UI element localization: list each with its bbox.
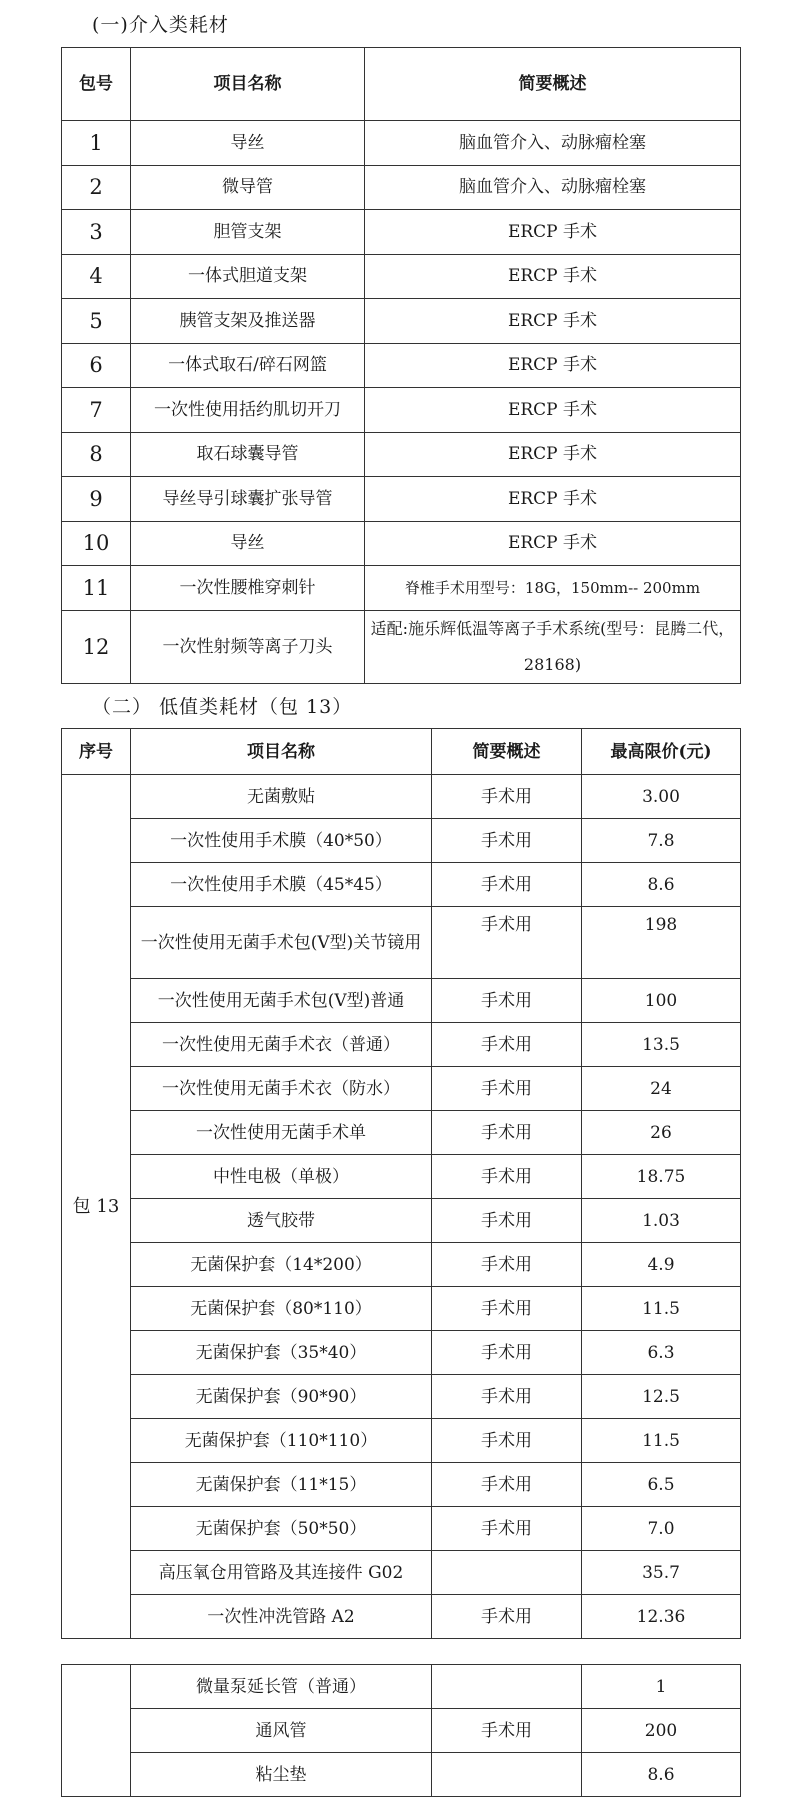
package-no: 1 xyxy=(62,121,131,166)
table-header-row xyxy=(62,729,741,775)
table-row xyxy=(62,121,741,166)
item-name: 一次性使用手术膜（45*45） xyxy=(131,863,432,907)
item-name: 无菌保护套（35*40） xyxy=(131,1331,432,1375)
item-summary: 手术用 xyxy=(432,907,582,979)
item-summary: ERCP 手术 xyxy=(365,477,741,522)
table-row xyxy=(62,254,741,299)
item-summary: 脑血管介入、动脉瘤栓塞 xyxy=(365,121,741,166)
item-name: 一次性冲洗管路 A2 xyxy=(131,1595,432,1639)
item-name: 一次性使用无菌手术包(V型)关节镜用 xyxy=(131,907,432,979)
item-price: 198 xyxy=(582,907,741,979)
table-row xyxy=(62,1287,741,1331)
item-price: 12.36 xyxy=(582,1595,741,1639)
item-price: 6.3 xyxy=(582,1331,741,1375)
item-summary: 手术用 xyxy=(432,775,582,819)
item-price: 35.7 xyxy=(582,1551,741,1595)
item-price: 12.5 xyxy=(582,1375,741,1419)
package-no: 7 xyxy=(62,388,131,433)
item-price: 6.5 xyxy=(582,1463,741,1507)
item-price: 11.5 xyxy=(582,1287,741,1331)
header-max-price: 最高限价(元) xyxy=(582,729,741,775)
item-name: 无菌保护套（110*110） xyxy=(131,1419,432,1463)
item-summary: 手术用 xyxy=(432,819,582,863)
header-item-name: 项目名称 xyxy=(131,729,432,775)
table-row xyxy=(62,1199,741,1243)
section1-title: (一)介入类耗材 xyxy=(92,14,229,36)
table-row xyxy=(62,1243,741,1287)
item-price: 26 xyxy=(582,1111,741,1155)
low-value-consumables-continued-table xyxy=(61,1664,741,1797)
item-summary xyxy=(432,1551,582,1595)
item-price: 8.6 xyxy=(582,1753,741,1797)
table-row xyxy=(62,1419,741,1463)
item-name: 一次性使用无菌手术衣（普通） xyxy=(131,1023,432,1067)
table-row xyxy=(62,1331,741,1375)
item-price: 11.5 xyxy=(582,1419,741,1463)
item-price: 100 xyxy=(582,979,741,1023)
item-name: 导丝 xyxy=(131,521,365,566)
table-row xyxy=(62,210,741,255)
package-group-label: 包 13 xyxy=(62,775,131,1639)
header-serial-no: 序号 xyxy=(62,729,131,775)
item-name: 导丝导引球囊扩张导管 xyxy=(131,477,365,522)
item-name: 一次性使用无菌手术衣（防水） xyxy=(131,1067,432,1111)
item-name: 取石球囊导管 xyxy=(131,432,365,477)
interventional-consumables-table xyxy=(61,47,741,684)
package-no: 10 xyxy=(62,521,131,566)
table-row xyxy=(62,819,741,863)
item-price: 24 xyxy=(582,1067,741,1111)
item-summary xyxy=(432,1753,582,1797)
table-row xyxy=(62,1463,741,1507)
item-summary: 手术用 xyxy=(432,1463,582,1507)
table-row xyxy=(62,907,741,979)
table-row xyxy=(62,432,741,477)
table-row xyxy=(62,1551,741,1595)
package-no: 6 xyxy=(62,343,131,388)
item-name: 微量泵延长管（普通） xyxy=(131,1665,432,1709)
package-no: 9 xyxy=(62,477,131,522)
item-summary: 手术用 xyxy=(432,1507,582,1551)
table-row xyxy=(62,610,741,683)
item-name: 透气胶带 xyxy=(131,1199,432,1243)
item-summary: ERCP 手术 xyxy=(365,343,741,388)
item-name: 无菌保护套（80*110） xyxy=(131,1287,432,1331)
item-summary: ERCP 手术 xyxy=(365,299,741,344)
item-name: 无菌保护套（11*15） xyxy=(131,1463,432,1507)
package-group-empty-cell xyxy=(62,1665,131,1797)
item-price: 8.6 xyxy=(582,863,741,907)
table-row xyxy=(62,1753,741,1797)
low-value-consumables-table xyxy=(61,728,741,1639)
table-row xyxy=(62,1709,741,1753)
item-summary: 手术用 xyxy=(432,1155,582,1199)
package-no: 12 xyxy=(62,610,131,683)
table-row xyxy=(62,863,741,907)
item-summary: 手术用 xyxy=(432,1419,582,1463)
header-item-name: 项目名称 xyxy=(131,48,365,121)
header-summary: 简要概述 xyxy=(365,48,741,121)
item-name: 无菌敷贴 xyxy=(131,775,432,819)
item-name: 一次性腰椎穿刺针 xyxy=(131,566,365,611)
item-name: 一次性使用手术膜（40*50） xyxy=(131,819,432,863)
item-summary: 手术用 xyxy=(432,1023,582,1067)
item-price: 7.0 xyxy=(582,1507,741,1551)
item-name: 高压氧仓用管路及其连接件 G02 xyxy=(131,1551,432,1595)
table-row xyxy=(62,1155,741,1199)
table-row xyxy=(62,566,741,611)
item-name: 通风管 xyxy=(131,1709,432,1753)
item-price: 200 xyxy=(582,1709,741,1753)
table-row xyxy=(62,1507,741,1551)
item-summary: 手术用 xyxy=(432,863,582,907)
item-summary xyxy=(432,1665,582,1709)
table-row xyxy=(62,775,741,819)
item-summary: 手术用 xyxy=(432,1331,582,1375)
item-summary: 手术用 xyxy=(432,1243,582,1287)
item-summary: ERCP 手术 xyxy=(365,432,741,477)
item-name: 粘尘垫 xyxy=(131,1753,432,1797)
item-name: 无菌保护套（50*50） xyxy=(131,1507,432,1551)
table-row xyxy=(62,1595,741,1639)
item-name: 一次性使用无菌手术包(V型)普通 xyxy=(131,979,432,1023)
item-name: 导丝 xyxy=(131,121,365,166)
item-summary: ERCP 手术 xyxy=(365,388,741,433)
package-no: 3 xyxy=(62,210,131,255)
item-summary: ERCP 手术 xyxy=(365,521,741,566)
item-summary: 手术用 xyxy=(432,1111,582,1155)
item-price: 4.9 xyxy=(582,1243,741,1287)
package-no: 2 xyxy=(62,165,131,210)
item-price: 7.8 xyxy=(582,819,741,863)
item-summary: 手术用 xyxy=(432,979,582,1023)
item-summary: ERCP 手术 xyxy=(365,254,741,299)
section2-title: （二） 低值类耗材（包 13） xyxy=(92,696,353,718)
table-row xyxy=(62,1111,741,1155)
item-name: 微导管 xyxy=(131,165,365,210)
item-summary: 手术用 xyxy=(432,1375,582,1419)
item-summary: 脊椎手术用型号：18G，150mm-- 200mm xyxy=(365,566,741,611)
item-summary: 手术用 xyxy=(432,1287,582,1331)
table-row xyxy=(62,477,741,522)
item-summary: 手术用 xyxy=(432,1199,582,1243)
item-name: 一次性使用无菌手术单 xyxy=(131,1111,432,1155)
item-summary: 手术用 xyxy=(432,1067,582,1111)
item-name: 胰管支架及推送器 xyxy=(131,299,365,344)
item-summary: 脑血管介入、动脉瘤栓塞 xyxy=(365,165,741,210)
header-package-no: 包号 xyxy=(62,48,131,121)
table-row xyxy=(62,1375,741,1419)
table-header-row xyxy=(62,48,741,121)
item-summary: 手术用 xyxy=(432,1709,582,1753)
item-name: 无菌保护套（90*90） xyxy=(131,1375,432,1419)
item-name: 胆管支架 xyxy=(131,210,365,255)
item-price: 1 xyxy=(582,1665,741,1709)
header-summary: 简要概述 xyxy=(432,729,582,775)
item-name: 一体式胆道支架 xyxy=(131,254,365,299)
item-price: 1.03 xyxy=(582,1199,741,1243)
table-row xyxy=(62,388,741,433)
table-row xyxy=(62,1665,741,1709)
item-name: 一体式取石/碎石网篮 xyxy=(131,343,365,388)
item-name: 中性电极（单极） xyxy=(131,1155,432,1199)
package-no: 4 xyxy=(62,254,131,299)
package-no: 8 xyxy=(62,432,131,477)
item-price: 3.00 xyxy=(582,775,741,819)
table-row xyxy=(62,521,741,566)
item-summary: 适配:施乐辉低温等离子手术系统(型号：昆腾二代，28168) xyxy=(365,610,741,683)
table-row xyxy=(62,979,741,1023)
package-no: 11 xyxy=(62,566,131,611)
table-row xyxy=(62,1023,741,1067)
table-row xyxy=(62,1067,741,1111)
item-summary: 手术用 xyxy=(432,1595,582,1639)
item-name: 一次性使用括约肌切开刀 xyxy=(131,388,365,433)
table-row xyxy=(62,299,741,344)
item-price: 13.5 xyxy=(582,1023,741,1067)
item-name: 无菌保护套（14*200） xyxy=(131,1243,432,1287)
package-no: 5 xyxy=(62,299,131,344)
item-name: 一次性射频等离子刀头 xyxy=(131,610,365,683)
table-row xyxy=(62,343,741,388)
item-summary: ERCP 手术 xyxy=(365,210,741,255)
table-row xyxy=(62,165,741,210)
item-price: 18.75 xyxy=(582,1155,741,1199)
